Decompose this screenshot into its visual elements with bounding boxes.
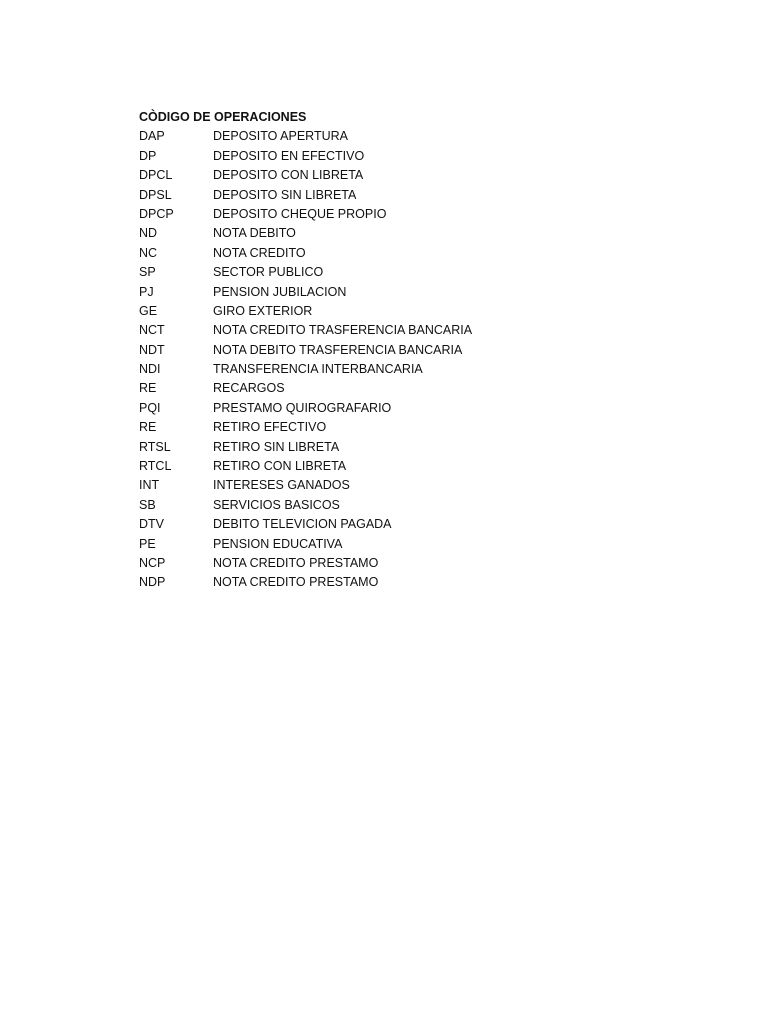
operation-description: RETIRO EFECTIVO (213, 420, 327, 435)
operation-description: DEPOSITO CON LIBRETA (213, 168, 364, 183)
operation-code: PJ (139, 284, 154, 299)
operation-description: DEPOSITO CHEQUE PROPIO (213, 206, 387, 221)
list-item (139, 476, 699, 495)
operation-code: NCP (139, 555, 166, 570)
operation-code: DPCL (139, 168, 173, 183)
operation-description: RECARGOS (213, 381, 285, 396)
list-item (139, 554, 699, 573)
list-item (139, 283, 699, 302)
operation-description: DEBITO TELEVICION PAGADA (213, 517, 392, 532)
operation-code: DPSL (139, 187, 172, 202)
operation-code-list (139, 127, 699, 592)
operation-code: NDP (139, 575, 166, 590)
operation-code: SP (139, 265, 156, 280)
list-item (139, 341, 699, 360)
operation-code: PE (139, 536, 156, 551)
list-item (139, 438, 699, 457)
operation-code: NC (139, 245, 158, 260)
operation-code: DP (139, 148, 157, 163)
operation-code: SB (139, 497, 156, 512)
list-item (139, 224, 699, 243)
operation-code: NDI (139, 362, 161, 377)
operation-description: PENSION EDUCATIVA (213, 536, 343, 551)
list-item (139, 515, 699, 534)
operation-description: PRESTAMO QUIROGRAFARIO (213, 400, 392, 415)
operation-description: NOTA CREDITO PRESTAMO (213, 575, 379, 590)
operation-code: NDT (139, 342, 165, 357)
list-item (139, 263, 699, 282)
operation-codes-sheet (139, 108, 699, 593)
operation-description: RETIRO SIN LIBRETA (213, 439, 340, 454)
operation-description: PENSION JUBILACION (213, 284, 347, 299)
operation-code: RE (139, 381, 157, 396)
operation-code: RTCL (139, 459, 172, 474)
operation-code: PQI (139, 400, 161, 415)
operation-description: NOTA DEBITO TRASFERENCIA BANCARIA (213, 342, 463, 357)
list-item (139, 127, 699, 146)
operation-description: NOTA CREDITO PRESTAMO (213, 555, 379, 570)
list-item (139, 496, 699, 515)
list-item (139, 147, 699, 166)
list-item (139, 535, 699, 554)
list-item (139, 379, 699, 398)
operation-code: DAP (139, 129, 165, 144)
list-item (139, 360, 699, 379)
list-item (139, 186, 699, 205)
list-item (139, 244, 699, 263)
operation-description: DEPOSITO SIN LIBRETA (213, 187, 357, 202)
operation-code: RE (139, 420, 157, 435)
operation-code: DTV (139, 517, 164, 532)
operation-description: SECTOR PUBLICO (213, 265, 324, 280)
list-item (139, 573, 699, 592)
operation-description: GIRO EXTERIOR (213, 303, 313, 318)
operation-code: INT (139, 478, 160, 493)
operation-description: TRANSFERENCIA INTERBANCARIA (213, 362, 423, 377)
list-item (139, 205, 699, 224)
operation-description: DEPOSITO EN EFECTIVO (213, 148, 365, 163)
list-item (139, 302, 699, 321)
operation-description: NOTA DEBITO (213, 226, 296, 241)
operation-description: INTERESES GANADOS (213, 478, 350, 493)
list-item (139, 321, 699, 340)
operation-code: RTSL (139, 439, 171, 454)
page-title: CÒDIGO DE OPERACIONES (139, 110, 307, 124)
list-item (139, 166, 699, 185)
list-item (139, 418, 699, 437)
operation-code: DPCP (139, 206, 174, 221)
operation-description: DEPOSITO APERTURA (213, 129, 348, 144)
operation-description: SERVICIOS BASICOS (213, 497, 340, 512)
operation-description: RETIRO CON LIBRETA (213, 459, 347, 474)
list-item (139, 457, 699, 476)
operation-code: GE (139, 303, 158, 318)
operation-description: NOTA CREDITO TRASFERENCIA BANCARIA (213, 323, 473, 338)
operation-code: ND (139, 226, 158, 241)
operation-description: NOTA CREDITO (213, 245, 306, 260)
list-item (139, 399, 699, 418)
operation-code: NCT (139, 323, 165, 338)
